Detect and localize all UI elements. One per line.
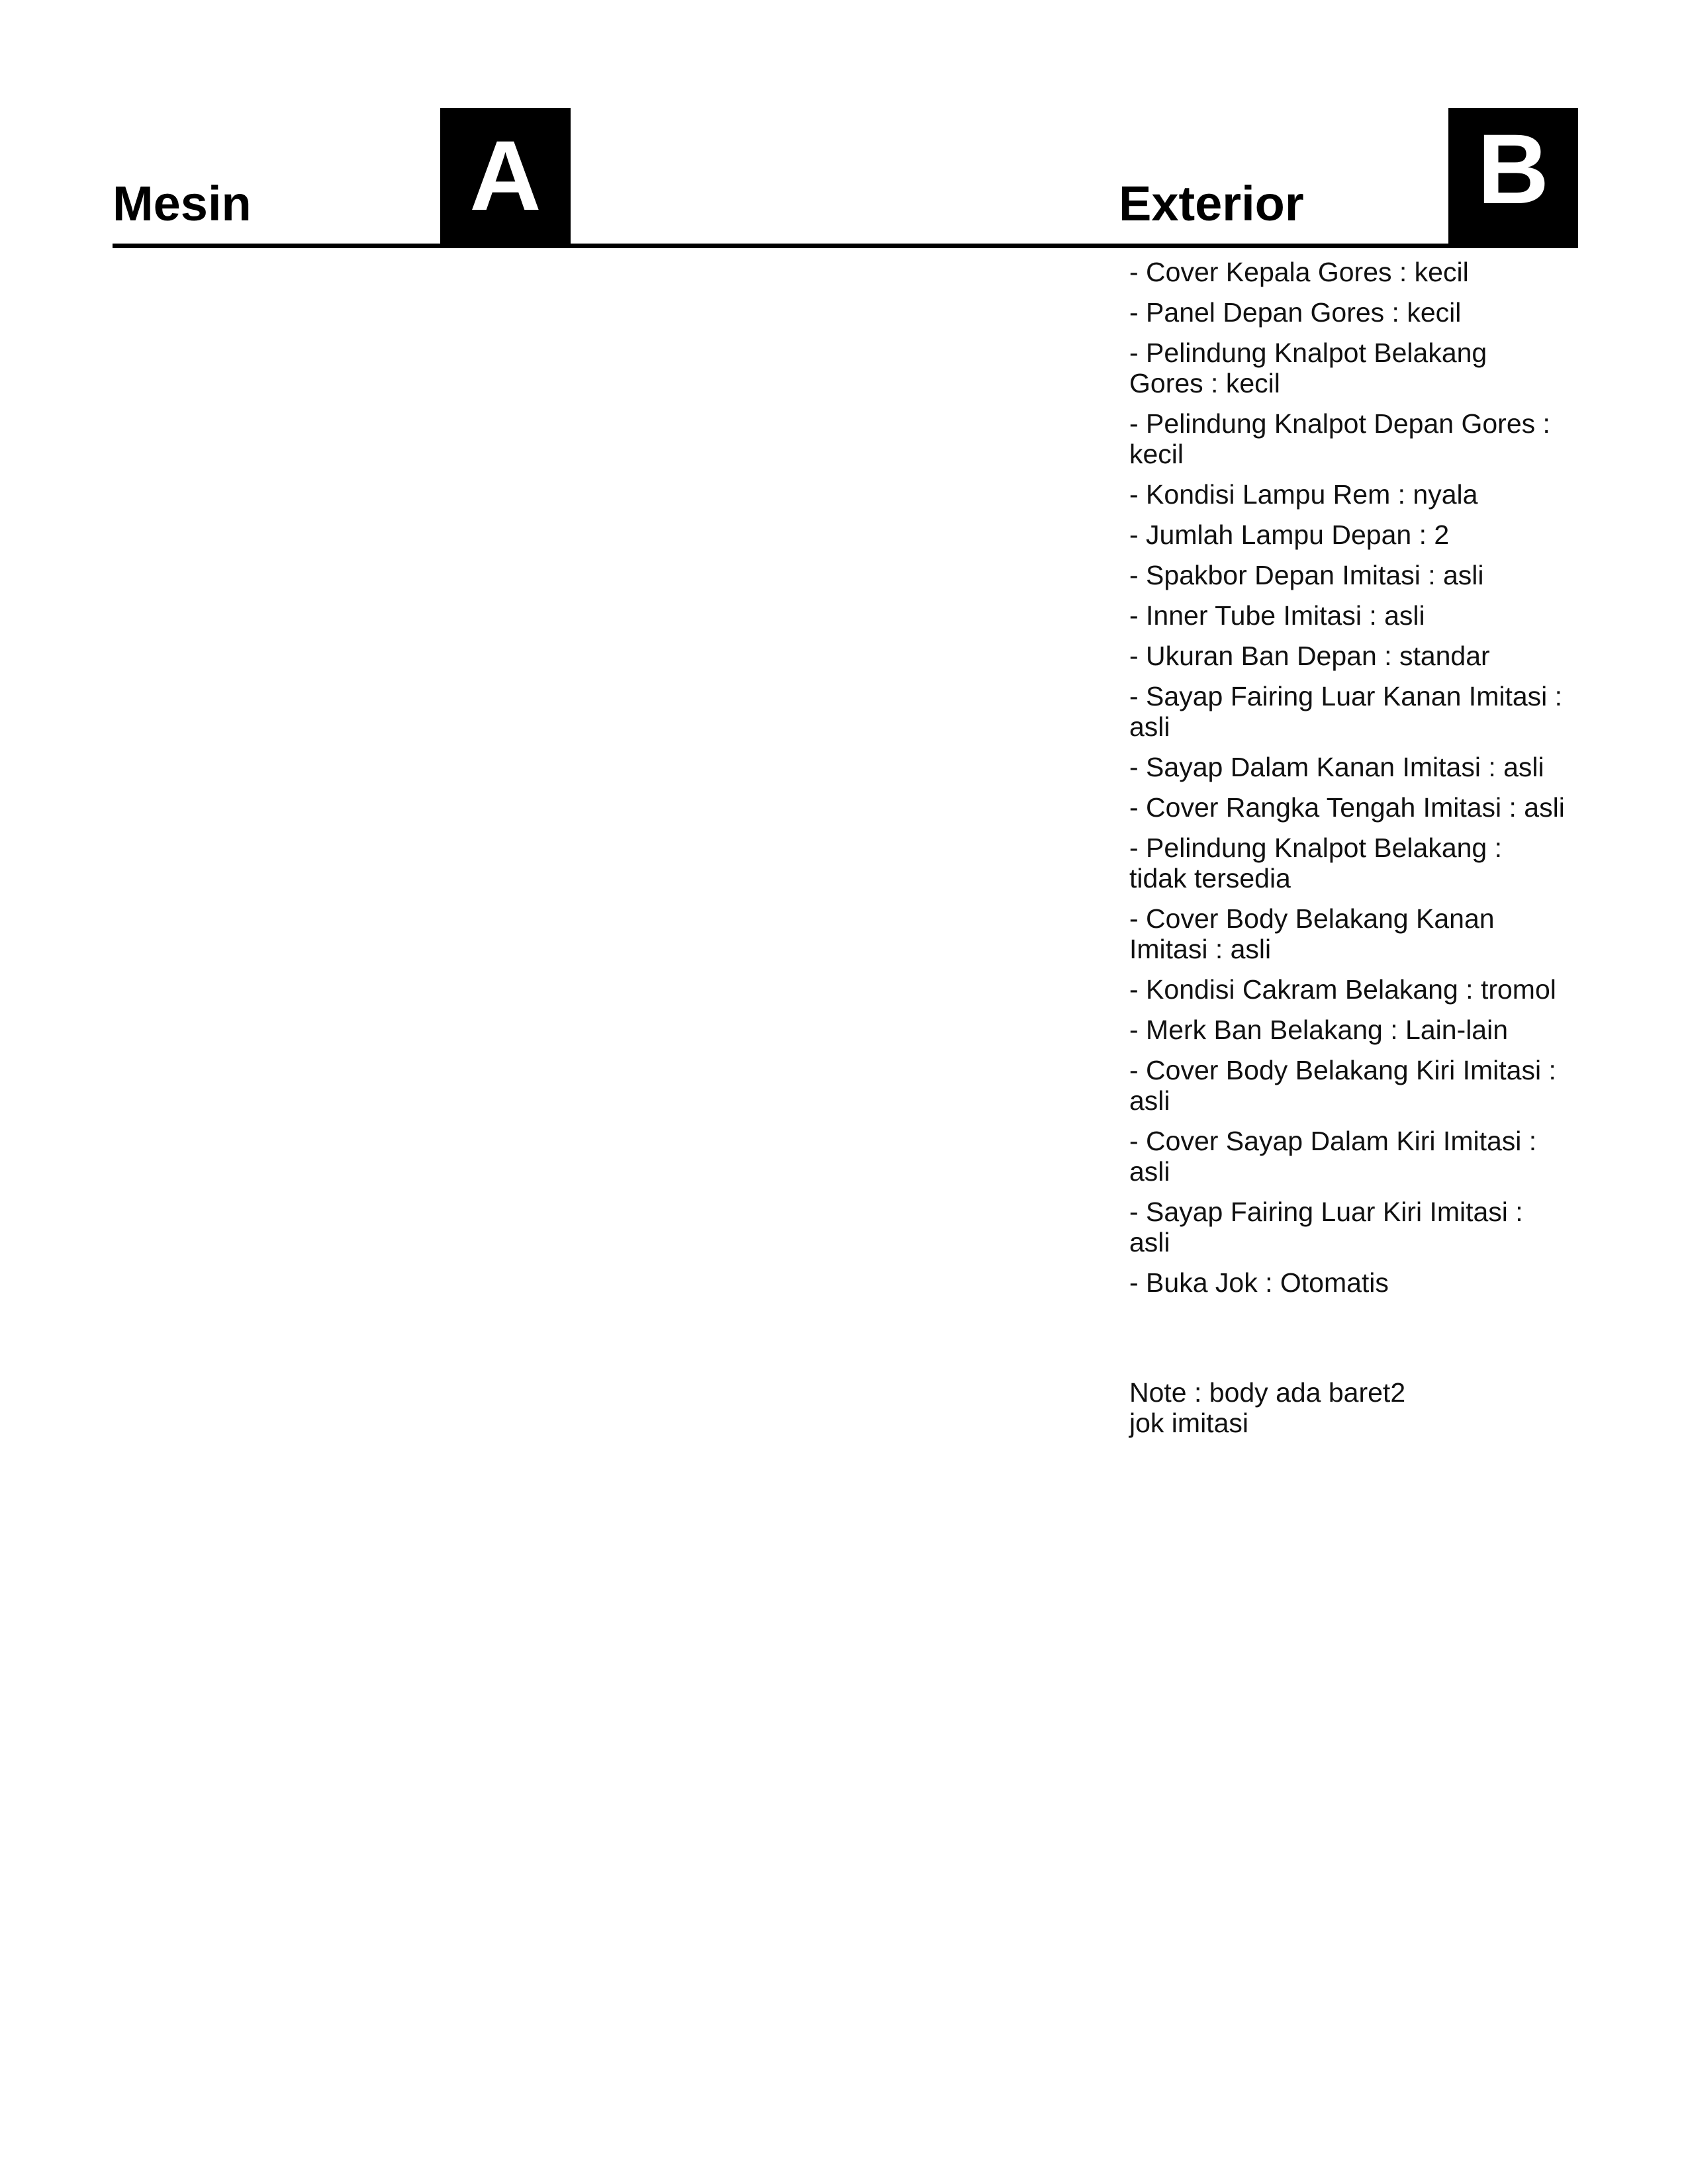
exterior-item: - Cover Rangka Tengah Imitasi : asli xyxy=(1129,792,1565,823)
exterior-item: - Sayap Fairing Luar Kiri Imitasi : asli xyxy=(1129,1197,1523,1257)
exterior-item: - Inner Tube Imitasi : asli xyxy=(1129,600,1425,631)
exterior-note xyxy=(1129,1377,1566,1438)
exterior-item: - Panel Depan Gores : kecil xyxy=(1129,297,1462,328)
note-line: Note : body ada baret2 xyxy=(1129,1377,1406,1408)
exterior-items-list xyxy=(1129,257,1566,1308)
exterior-item: - Buka Jok : Otomatis xyxy=(1129,1267,1389,1298)
exterior-item: - Pelindung Knalpot Belakang : tidak tersedia xyxy=(1129,833,1503,893)
section-letter-badge-b: B xyxy=(1448,108,1578,244)
exterior-item: - Kondisi Lampu Rem : nyala xyxy=(1129,479,1478,510)
exterior-item: - Cover Sayap Dalam Kiri Imitasi : asli xyxy=(1129,1126,1537,1187)
exterior-item: - Pelindung Knalpot Belakang Gores : kecil xyxy=(1129,338,1487,398)
exterior-item: - Spakbor Depan Imitasi : asli xyxy=(1129,560,1484,590)
section-letter-badge-a: A xyxy=(440,108,571,244)
exterior-item: - Cover Kepala Gores : kecil xyxy=(1129,257,1469,287)
exterior-item: - Merk Ban Belakang : Lain-lain xyxy=(1129,1015,1509,1045)
exterior-item: - Jumlah Lampu Depan : 2 xyxy=(1129,520,1450,550)
exterior-item: - Sayap Fairing Luar Kanan Imitasi : asli xyxy=(1129,681,1563,742)
exterior-item: - Cover Body Belakang Kiri Imitasi : asli xyxy=(1129,1055,1556,1116)
exterior-item: - Kondisi Cakram Belakang : tromol xyxy=(1129,974,1556,1005)
exterior-item: - Sayap Dalam Kanan Imitasi : asli xyxy=(1129,752,1544,782)
exterior-item: - Ukuran Ban Depan : standar xyxy=(1129,641,1490,671)
exterior-item: - Cover Body Belakang Kanan Imitasi : asli xyxy=(1129,903,1495,964)
header-divider xyxy=(113,244,1578,248)
section-title-mesin: Mesin xyxy=(113,176,252,231)
section-title-exterior: Exterior xyxy=(1119,176,1304,231)
exterior-item: - Pelindung Knalpot Depan Gores : kecil xyxy=(1129,408,1550,469)
note-line: jok imitasi xyxy=(1129,1408,1248,1438)
